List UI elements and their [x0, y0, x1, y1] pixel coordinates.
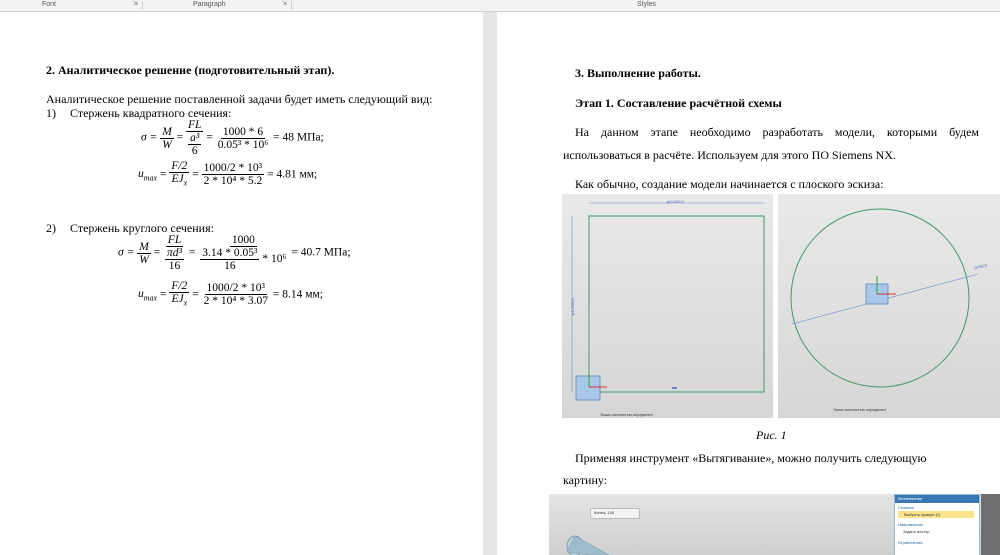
dialog-item-label: Выбрать кривую (1)	[904, 512, 941, 517]
document-page-left[interactable]	[0, 12, 483, 555]
fraction	[198, 234, 288, 272]
fraction-numerator: πd³	[167, 247, 182, 259]
paragraph-line: картину:	[563, 473, 608, 487]
equals-sign: =	[153, 246, 161, 259]
intro-paragraph: Аналитическое решение поставленной задачи будет иметь следующий вид:	[46, 92, 433, 106]
ribbon-group-font: Font	[42, 1, 57, 8]
paragraph-line: На данном этапе необходимо разработать модели, которыми будем	[575, 125, 979, 139]
dialog-item-label: Задать вектор	[903, 529, 930, 534]
fraction-numerator: F/2	[171, 160, 188, 172]
equals-sign: =	[176, 131, 184, 144]
fraction-numerator: FL	[167, 234, 182, 246]
sketch-circle-drawing	[778, 194, 1000, 418]
sketch-square-drawing	[562, 194, 773, 418]
fraction-denominator: 16	[224, 260, 236, 272]
fraction-numerator: 1000/2 * 10³	[206, 282, 265, 295]
ribbon-separator	[291, 1, 292, 10]
symbol-ej: EJ	[171, 293, 184, 305]
symbol-subscript: max	[143, 293, 158, 303]
dimension-label: p1=100,0	[569, 298, 575, 315]
symbol-ej: EJ	[171, 173, 184, 185]
symbol-subscript: x	[183, 298, 188, 308]
fraction-denominator	[198, 247, 288, 272]
dimension-label: p2=100,0	[667, 199, 684, 204]
formula-symbol	[138, 288, 158, 303]
symbol-subscript: max	[143, 173, 158, 183]
fraction-numerator: F/2	[171, 280, 188, 292]
fraction-numerator: 1000/2 * 10³	[203, 162, 263, 175]
fraction-denominator	[169, 173, 189, 189]
paragraph-line: Как обычно, создание модели начинается с плоского эскиза:	[575, 177, 884, 191]
dialog-section-label: Направление	[898, 522, 923, 527]
list-item-text: Стержень квадратного сечения:	[70, 106, 232, 120]
fraction	[202, 162, 265, 187]
sketch-status-text: Эскиз полностью определен	[833, 407, 886, 412]
formula-stress-round	[118, 234, 351, 272]
dialog-selected-item	[898, 511, 974, 518]
sketch-circle-image	[778, 194, 1000, 418]
stage-heading: Этап 1. Составление расчётной схемы	[575, 96, 782, 110]
fraction	[216, 126, 271, 151]
document-page-right[interactable]	[497, 12, 1000, 555]
fraction-denominator	[186, 132, 203, 157]
list-number: 1)	[46, 106, 56, 120]
equals-sign: =	[206, 131, 213, 144]
nx-toolbar-label: Конец: 100	[594, 510, 615, 515]
nx-side-strip	[981, 494, 1000, 555]
fraction	[202, 282, 270, 307]
fraction-numerator: FL	[188, 119, 202, 131]
formula-result: = 4.81 мм;	[267, 168, 318, 181]
fraction	[169, 280, 189, 309]
section-heading: 3. Выполнение работы.	[575, 66, 701, 80]
sketch-square-image	[562, 194, 773, 418]
equals-sign: =	[159, 168, 167, 181]
fraction-numerator: 1000	[231, 234, 255, 246]
fraction	[137, 241, 151, 266]
formula-deflection-round	[138, 280, 323, 309]
fraction-denominator: W	[139, 253, 149, 266]
equals-sign: =	[188, 246, 196, 259]
formula-stress-square	[141, 119, 324, 157]
sketch-status-text: Эскиз полностью определен	[600, 412, 653, 417]
section-heading: 2. Аналитическое решение (подготовительный этап).	[46, 63, 335, 77]
formula-symbol: σ =	[141, 131, 158, 144]
fraction-numerator: 1000 * 6	[222, 125, 264, 138]
fraction-denominator: 6	[191, 145, 198, 157]
formula-result: = 8.14 мм;	[272, 288, 323, 301]
formula-result: = 40.7 МПа;	[291, 246, 351, 259]
symbol-u: u	[138, 168, 144, 181]
dialog-titlebar	[895, 495, 979, 503]
equals-sign: =	[192, 288, 199, 301]
paragraph-dialog-launcher-icon[interactable]: ⇲	[282, 1, 288, 7]
paragraph-line: использоваться в расчёте. Используем для этого ПО Siemens NX.	[563, 148, 897, 162]
dimension-label: D=50,0	[973, 262, 988, 271]
formula-symbol	[138, 168, 158, 183]
dialog-section-label: Ограничения	[898, 540, 923, 545]
list-number: 2)	[46, 221, 56, 235]
symbol-u: u	[138, 288, 144, 301]
fraction-numerator: M	[139, 240, 149, 253]
dialog-title: Вытягивание	[898, 496, 923, 501]
fraction-denominator	[169, 293, 189, 309]
fraction	[163, 234, 186, 272]
fraction-denominator: 0.05³ * 10⁶	[217, 138, 269, 151]
list-item-text: Стержень круглого сечения:	[70, 221, 214, 235]
fraction-denominator: 2 * 10⁴ * 3.07	[203, 295, 268, 308]
fraction	[169, 160, 189, 189]
extrude-screenshot-image	[549, 494, 1000, 555]
equals-sign: =	[159, 288, 167, 301]
formula-symbol: σ =	[118, 246, 135, 259]
paragraph-line: Применяя инструмент «Вытягивание», можно получить следующую	[575, 451, 927, 465]
fraction	[186, 119, 203, 157]
fraction-denominator	[163, 247, 186, 272]
equals-sign: =	[192, 168, 199, 181]
fraction	[160, 126, 174, 151]
fraction-denominator: W	[162, 138, 172, 151]
ribbon-group-paragraph: Paragraph	[193, 1, 226, 8]
fraction-denominator: 16	[168, 260, 181, 272]
dialog-section-label: Сечение	[898, 505, 914, 510]
fraction-numerator: 3.14 * 0.05³	[202, 247, 258, 259]
extrude-dialog-panel	[894, 494, 980, 555]
formula-result: = 48 МПа;	[273, 131, 324, 144]
fraction-denominator: 2 * 10⁴ * 5.2	[203, 175, 263, 188]
fraction-tail: * 10⁶	[262, 253, 287, 266]
ribbon-group-styles: Styles	[637, 1, 657, 8]
figure-caption: Рис. 1	[756, 428, 787, 442]
font-dialog-launcher-icon[interactable]: ⇲	[133, 1, 139, 7]
formula-deflection-square	[138, 160, 317, 189]
fraction-numerator: a³	[190, 132, 200, 144]
ribbon-separator	[142, 1, 143, 10]
fraction-numerator: M	[162, 125, 172, 138]
ribbon-group-labels	[0, 0, 1000, 12]
symbol-subscript: x	[183, 178, 188, 188]
